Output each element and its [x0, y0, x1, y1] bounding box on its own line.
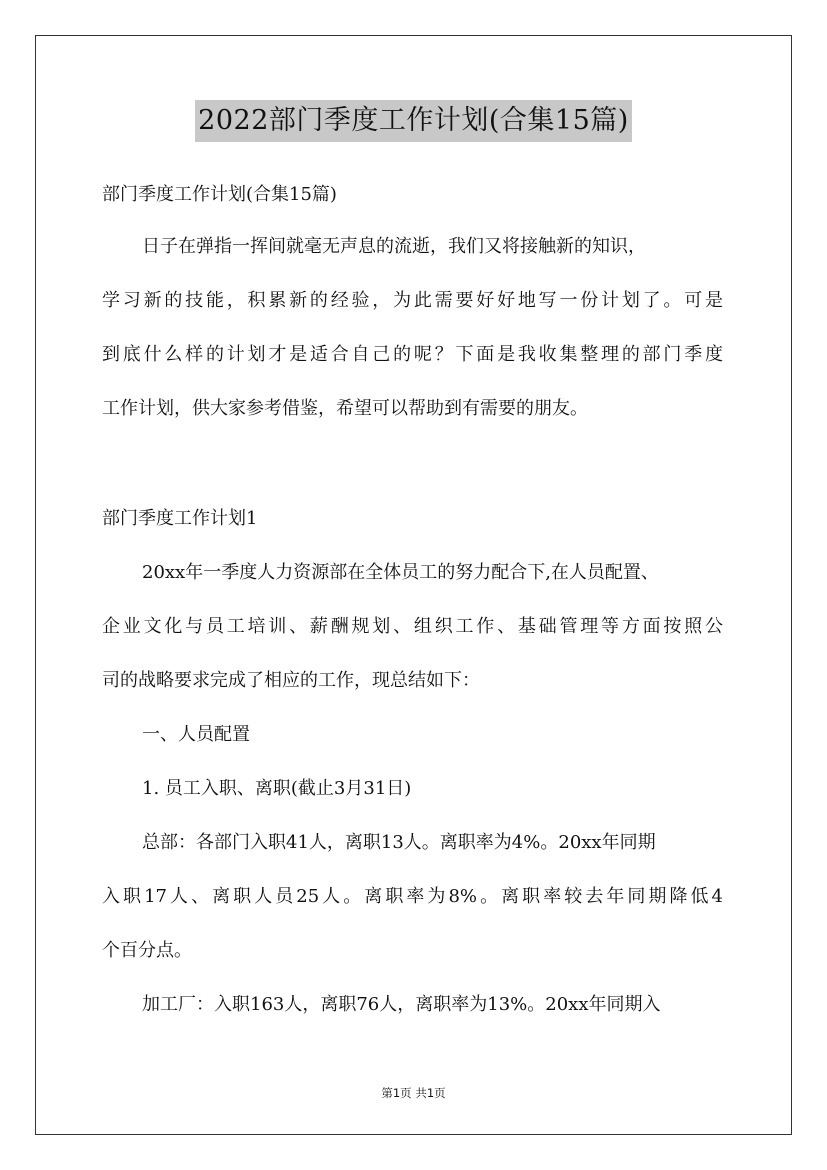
intro-text: 到底什么样的计划才是适合自己的呢？下面是我收集整理的部门季度 — [102, 344, 723, 365]
intro-text: 日子在弹指一挥间就毫无声息的流逝，我们又将接触新的知识， — [142, 236, 646, 257]
factory-text: 加工厂：入职163人，离职76人，离职率为13%。20xx年同期入 — [142, 994, 661, 1015]
page-footer — [0, 1085, 827, 1101]
document-subtitle: 部门季度工作计划(合集15篇) — [102, 184, 337, 205]
hq-text: 个百分点。 — [102, 940, 192, 961]
item-heading: 一、人员配置 — [142, 724, 250, 745]
intro-text: 工作计划，供大家参考借鉴，希望可以帮助到有需要的朋友。 — [102, 398, 588, 419]
hq-text: 总部：各部门入职41人，离职13人。离职率为4%。20xx年同期 — [142, 832, 656, 853]
paragraph-text: 企业文化与员工培训、薪酬规划、组织工作、基础管理等方面按照公 — [102, 616, 723, 637]
subitem-heading: 1. 员工入职、离职(截止3月31日) — [142, 778, 412, 799]
paragraph-text: 20xx年一季度人力资源部在全体员工的努力配合下,在人员配置、 — [142, 562, 659, 583]
hq-text: 入职17人、离职人员25人。离职率为8%。离职率较去年同期降低4 — [102, 886, 723, 907]
title-container — [0, 100, 827, 142]
paragraph-text: 司的战略要求完成了相应的工作，现总结如下： — [102, 670, 480, 691]
page-number: 第1页 共1页 — [381, 1086, 446, 1100]
intro-text: 学习新的技能，积累新的经验，为此需要好好地写一份计划了。可是 — [102, 290, 723, 311]
document-title: 2022部门季度工作计划(合集15篇) — [195, 100, 632, 142]
section-1-heading: 部门季度工作计划1 — [102, 508, 258, 529]
